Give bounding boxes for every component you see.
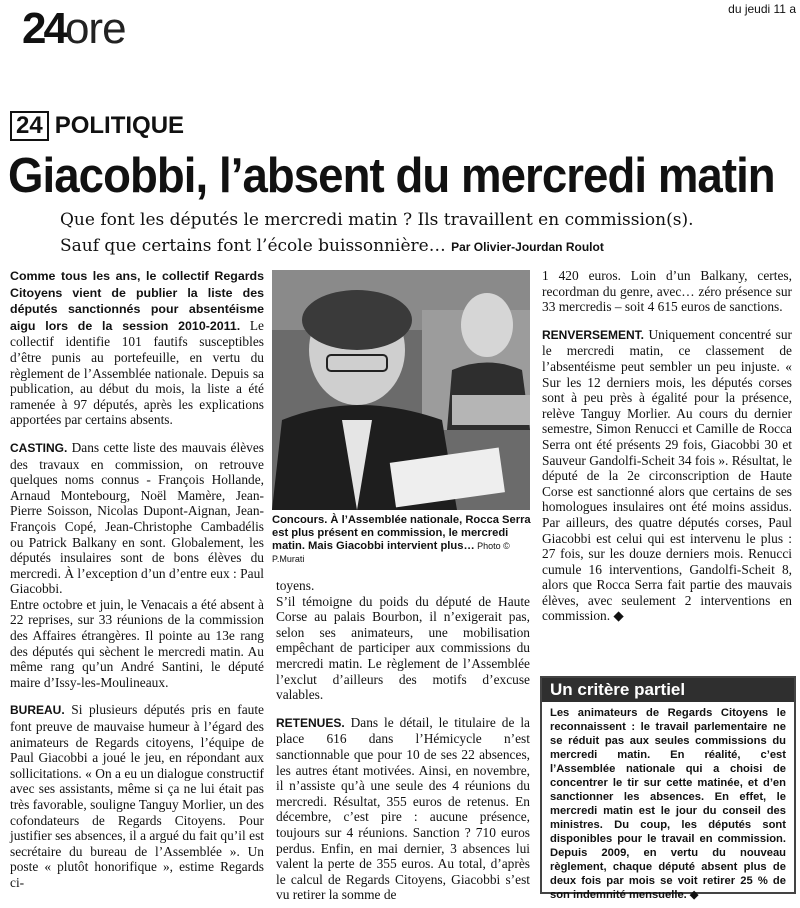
- subhead-renversement: RENVERSEMENT.: [542, 327, 645, 342]
- article-photo: [272, 270, 530, 510]
- subhead-retenues: RETENUES.: [276, 715, 345, 730]
- sidebar-box: [540, 676, 796, 901]
- article-column-2: [276, 578, 530, 903]
- rubric-logo-box: 24: [10, 111, 49, 141]
- photo-image: [272, 270, 530, 510]
- article-deck: [60, 207, 800, 260]
- article-column-3: [542, 268, 792, 624]
- photo-caption: [272, 514, 532, 566]
- paragraph-toyens: toyens.: [276, 578, 315, 593]
- caption-title: Concours.: [272, 514, 328, 526]
- lead-text: Comme tous les ans, le collectif Regards Citoyens vient de publier la liste des députés sanctionnés pour absentéisme aigu lors de la session 2010-2011.: [10, 269, 264, 333]
- caption-text: À l’Assemblée nationale, Rocca Serra est plus présent en commission, le mercredi matin. Mais Giacobbi intervient plus…: [272, 514, 531, 552]
- subhead-bureau: BUREAU.: [10, 703, 65, 718]
- dateline: du jeudi 11 a: [728, 2, 796, 16]
- photo-credit: Photo © P.Murati: [272, 541, 510, 564]
- deck-line-1: Que font les députés le mercredi matin ? Ils travaillent en commission(s).: [60, 210, 694, 230]
- paragraph-venacais: Entre octobre et juin, le Venacais a été absent à 22 reprises, sur 33 réunions de la commission des Affaires étrangères. Il pointe au 13e rang des députés qui sèchent le mercredi matin. Au même rang qu’un André Santini, le député maire d’Issy-les-Moulineaux.: [10, 596, 264, 690]
- byline: Par Olivier-Jourdan Roulot: [451, 240, 604, 254]
- paragraph-bureau: BUREAU. Si plusieurs députés pris en faute font preuve de mauvaise humeur à l’égard des animateurs de Regards citoyens, l’équipe de Paul Giacobbi a joué le jeu, en répondant aux sollicitations. « On a eu un dialogue constructif avec ses assistants, même si ça ne lui était pas très favorable, souligne Tanguy Morlier, un des cofondateurs de Regards Citoyens. Pour justifier ses absences, il a argué du fait qu’il est secrétaire du bureau de l’Assemblée ». Un poste « plutôt honorifique », estime Regards ci-: [10, 702, 264, 890]
- paragraph-intro: Comme tous les ans, le collectif Regards Citoyens vient de publier la liste des députés sanctionnés pour absentéisme aigu lors de la session 2010-2011. Le collectif identifie 101 fautifs susceptibles d’être punis au portefeuille, en vertu du règlement de l’Assemblée nationale. Depuis sa publication, au début du mois, la liste a été ramenée à 97 députés, après les explications apportées par certains absents.: [10, 269, 264, 428]
- sidebar-title: Un critère partiel: [542, 678, 794, 702]
- paragraph-casting: CASTING. Dans cette liste des mauvais élèves des travaux en commission, on retrouve quelques noms connus - François Hollande, Arnaud Montebourg, Noël Mamère, Jean-Pierre Soisson, Nicolas Dupont-Aignan, Jean-François Copé, Jean-Christophe Cambadélis ou Patrick Balkany en sont. Globalement, les députés insulaires sont de bons élèves du mercredi. À l’exception d’un d’entre eux : Paul Giacobbi.: [10, 439, 264, 597]
- article-column-1: [10, 268, 264, 891]
- paragraph-retenues: RETENUES. Dans le détail, le titulaire de la place 616 dans l’Hémicycle n’est sanctionnable que pour 10 de ses 22 absences, les autres étant motivées. Ainsi, en novembre, il n’assiste qu’à une seule des 4 réunions du mercredi. Résultat, 355 euros de retenus. En décembre, c’est pire : aucune présence, toujours sur 4 réunions. Sanction ? 710 euros perdus. Enfin, en mai dernier, 3 absences lui valent la perte de 355 euros. Au total, d’après le calcul de Regards Citoyens, Giacobbi s’est vu retirer la somme de: [276, 714, 530, 903]
- sidebar-body: Les animateurs de Regards Citoyens le reconnaissent : le travail parlementaire ne se réduit pas aux seules commissions du mercredi matin. En réalité, c’est l’Assemblée nationale qui a choisi de concentrer le tir sur cette matinée, et d’en sanctionner les absences. En effet, le mercredi matin est le jour du conseil des ministres. Du coup, les députés sont disponibles pour le travail en commission. Depuis 2009, en vertu du nouveau règlement, chaque député absent plus de deux fois par mois se voit retirer 25 % de son indemnité mensuelle. ◆: [550, 707, 786, 901]
- article-headline: Giacobbi, l’absent du mercredi matin: [8, 149, 775, 203]
- paragraph-bourbon: S’il témoigne du poids du député de Haute Corse au palais Bourbon, il n’exigerait pas, selon ses animateurs, une mobilisation empêchant de participer aux commissions du mercredi matin. Le règlement de l’Assemblée l’exclut d’ailleurs des motifs d’excuse valables.: [276, 593, 530, 703]
- subhead-casting: CASTING.: [10, 440, 68, 455]
- section-rubric: [10, 110, 184, 142]
- paragraph-balkany: 1 420 euros. Loin d’un Balkany, certes, recordman du genre, avec… zéro présence sur 33 mercredis – soit 4 615 euros de sanctions.: [542, 268, 792, 315]
- deck-line-2: Sauf que certains font l’école buissonnière… Par Olivier-Jourdan Roulot: [60, 236, 604, 256]
- masthead-logo: 24ore: [22, 4, 126, 53]
- paragraph-renversement: RENVERSEMENT. Uniquement concentré sur le mercredi matin, ce classement de l’absentéisme peut sembler un peu injuste. « Sur les 12 derniers mois, les députés corses sont à peu près à égalité pour la présence, relève Tanguy Morlier. Au cours du dernier semestre, Simon Renucci et Camille de Rocca Serra ont été présents 29 fois, Giacobbi 30 et Sauveur Gandolfi-Scheit 34 fois ». Résultat, le député de la 2e circonscription de Haute Corse est sanctionné alors que certains de ses homologues insulaires ont été moins assidus. Par ailleurs, des quatre députés corses, Paul Giacobbi est celui qui est intervenu le plus : 27 fois, sur les douze derniers mois. Renucci cumule 16 interventions, Gandolfi-Scheit 8, alors que Rocca Serra fait partie des mauvais élèves, avec seulement 2 interventions en commission. ◆: [542, 326, 792, 624]
- rubric-label: POLITIQUE: [54, 112, 185, 139]
